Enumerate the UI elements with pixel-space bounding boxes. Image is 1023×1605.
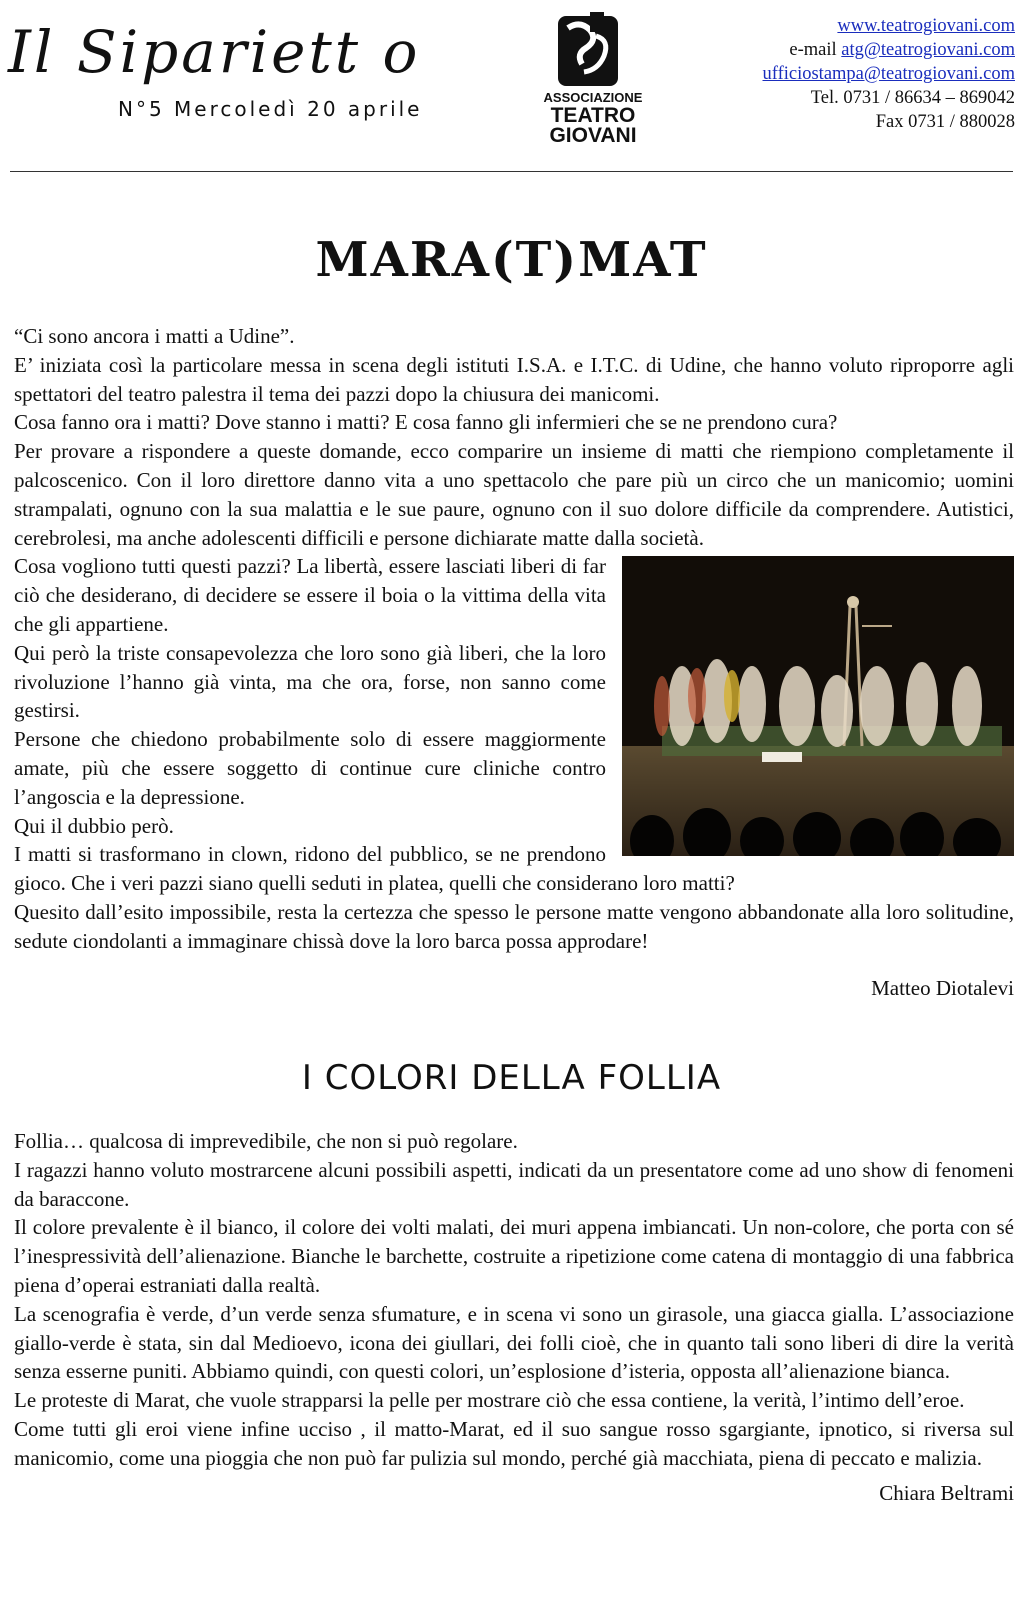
website-link[interactable]: www.teatrogiovani.com: [837, 16, 1015, 36]
newsletter-title: Il Sipariett o: [8, 18, 421, 86]
article-paragraph: Follia… qualcosa di imprevedibile, che non si può regolare.: [14, 1129, 518, 1153]
article-title-colori: I COLORI DELLA FOLLIA: [301, 1058, 722, 1098]
article-author: Matteo Diotalevi: [871, 975, 1014, 1000]
logo-text-teatro: TEATRO: [550, 104, 636, 127]
article-paragraph: I matti si trasformano in clown, ridono del pubblico, se ne prendono gioco. Che i veri pazzi siano quelli seduti in platea, quelli che considerano loro matti?: [14, 842, 735, 896]
article-paragraph: Cosa vogliono tutti questi pazzi? La libertà, essere lasciati liberi di far ciò che desiderano, di decidere se essere il boia o la vittima della vita che gli appartiene.: [14, 554, 606, 636]
email-label: e-mail: [789, 40, 837, 60]
email-link[interactable]: atg@teatrogiovani.com: [841, 40, 1015, 60]
article-paragraph: Qui il dubbio però.: [14, 813, 174, 838]
fax-number: Fax 0731 / 880028: [875, 112, 1015, 132]
logo-mark-icon: [558, 12, 618, 86]
logo-text-associazione: ASSOCIAZIONE: [543, 90, 643, 105]
header-divider: [10, 171, 1013, 172]
article-paragraph: La scenografia è verde, d’un verde senza sfumature, e in scena vi sono un girasole, una giacca gialla. L’associazione giallo-verde è stata, sin dal Medioevo, icona dei giullari, dei folli cioè, che in quanto tali sono liberi di dire la verità senza esserne puniti. Abbiamo quindi, con questi colori, un’esplosione d’isteria, opposta all’alienazione bianca.: [14, 1301, 1014, 1384]
article-paragraph: Il colore prevalente è il bianco, il colore dei volti malati, dei muri appena imbiancati. Un non-colore, che porta con sé l’inespressività dell’alienazione. Bianche le barchette, costruite a ripetizione come catena di montaggio di una fabbrica piena d’operai estraniati dalla realtà.: [14, 1215, 1014, 1297]
article-paragraph: Le proteste di Marat, che vuole strapparsi la pelle per mostrare ciò che essa contiene, la verità, l’intimo dell’eroe.: [14, 1388, 965, 1413]
article-paragraph: Persone che chiedono probabilmente solo di essere maggiormente amate, più che essere soggetto di continue cure cliniche contro l’angoscia e la depressione.: [14, 727, 606, 809]
article-paragraph: Per provare a rispondere a queste domande, ecco comparire un insieme di matti che riempiono completamente il palcoscenico. Con il loro direttore danno vita a uno spettacolo che pare più un circo che un manicomio; uomini strampalati, ognuno con la sua malattia e le sue paure, ognuno con il suo dolore difficile da comprendere. Autistici, cerebrolesi, ma anche adolescenti difficili e persone dichiarate matte dalla società.: [14, 439, 1014, 550]
press-email-link[interactable]: ufficiostampa@teatrogiovani.com: [762, 64, 1015, 84]
phone-number: Tel. 0731 / 86634 – 869042: [810, 88, 1015, 108]
article-paragraph: Cosa fanno ora i matti? Dove stanno i matti? E cosa fanno gli infermieri che se ne prendono cura?: [14, 410, 838, 435]
article-paragraph: Qui però la triste consapevolezza che loro sono già liberi, che la loro rivoluzione l’hanno già vinta, ma che ora, forse, non sanno come gestirsi.: [14, 640, 606, 723]
article-maratmat: [14, 322, 1014, 1002]
article-paragraph: Come tutti gli eroi viene infine ucciso , il matto-Marat, ed il suo sangue rosso sgargiante, ipnotico, si riversa sul manicomio, come una pioggia che non può far pulizia sul mondo, perché già macchiata, piena di peccato e malizia.: [14, 1416, 1014, 1470]
contact-block: [763, 14, 1016, 134]
article-author: Chiara Beltrami: [879, 1480, 1014, 1505]
stage-photo-illustration: [622, 556, 1014, 856]
article-paragraph: “Ci sono ancora i matti a Udine”.: [14, 324, 295, 348]
logo-text-giovani: GIOVANI: [549, 124, 637, 146]
article-title-maratmat: MARA(T)MAT: [315, 232, 708, 288]
article-paragraph: E’ iniziata così la particolare messa in scena degli istituti I.S.A. e I.T.C. di Udine, che hanno voluto riproporre agli spettatori del teatro palestra il tema dei pazzi dopo la chiusura dei manicomi.: [14, 352, 1014, 406]
issue-date: N°5 Mercoledì 20 aprile: [118, 97, 423, 121]
stage-photo: [622, 556, 1014, 856]
article-paragraph: I ragazzi hanno voluto mostrarcene alcuni possibili aspetti, indicati da un presentatore come ad uno show di fenomeni da baraccone.: [14, 1157, 1014, 1211]
teatro-giovani-logo: [538, 6, 648, 146]
article-paragraph: Quesito dall’esito impossibile, resta la certezza che spesso le persone matte vengono abbandonate alla loro solitudine, sedute ciondolanti a immaginare chissà dove la loro barca possa approdare!: [14, 899, 1014, 953]
article-colori-della-follia: [14, 1127, 1014, 1507]
